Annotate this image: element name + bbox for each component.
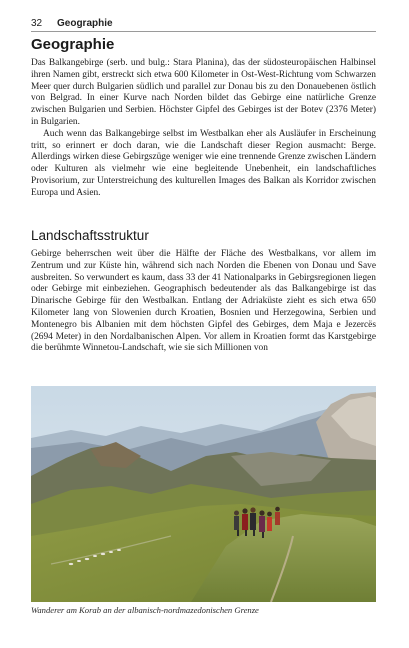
- running-header: [31, 17, 376, 31]
- intro-text: [31, 58, 376, 200]
- landscape-photo: [31, 386, 376, 602]
- header-rule: [31, 31, 376, 32]
- paragraph: Auch wenn das Balkangebirge selbst im Westbalkan eher als Ausläufer in Erscheinung tritt, so erinnert er doch daran, wie die Landschaft dieser Region ausmacht: Berge. Allerdings wirken diese Gebirgszüge weniger wie eine trennende Grenze zwischen Ländern oder Kulturen als vielmehr wie eine begleitende Unebenheit, ein landschaftliches Provisorium, zur Unterstreichung des kulturellen Images des Balkan als Korridor zwischen Europa und Asien.: [31, 128, 377, 198]
- page-number: 32: [31, 18, 43, 29]
- section-heading: Geographie: [31, 36, 115, 53]
- subsection-heading: Landschaftsstruktur: [31, 228, 149, 243]
- paragraph: Gebirge beherrschen weit über die Hälfte der Fläche des Westbalkans, vor allem im Zentrum und zur Küste hin, während sich nach Norden die Ebenen von Donau und Save ausbreiten. So verwundert es kaum, dass 33 der 41 Nationalparks in Gebirgsregionen liegen oder Gebirge mit einbeziehen. Geographisch bedeutender als das Balkangebirge ist das Dinarische Gebirge für den Westbalkan. Entlang der Adriaküste zieht es sich etwa 650 Kilometer lang von Slowenien durch Kroatien, Bosnien und Herzegowina, Serbien und Montenegro bis Albanien mit dem höchsten Gipfel des Gebirges, dem Maja e Jezercës (2694 Meter) in den Nordalbanischen Alpen. Vor allem in Kroatien formt das Karstgebirge die berühmte Winnetou-Landschaft, wie sie sich Millionen von: [31, 249, 376, 354]
- paragraph: Das Balkangebirge (serb. und bulg.: Stara Planina), das der südosteuropäischen Halbinsel ihren Namen gibt, erstreckt sich etwa 600 Kilometer in Ost-West-Richtung vom Schwarzen Meer quer durch Bulgarien südlich und parallel zur Donau bis zu den Donauebenen östlich von Belgrad. In einer Kurve nach Norden bildet das Gebirge eine natürliche Grenze zwischen Bulgarien und Serbien. Höchster Gipfel des Gebirges ist der Botev (2376 Meter) in Bulgarien.: [31, 58, 376, 127]
- running-section-title: Geographie: [57, 18, 113, 29]
- photo-caption: Wanderer am Korab an der albanisch-nordmazedonischen Grenze: [31, 605, 259, 615]
- structure-text: [31, 249, 376, 355]
